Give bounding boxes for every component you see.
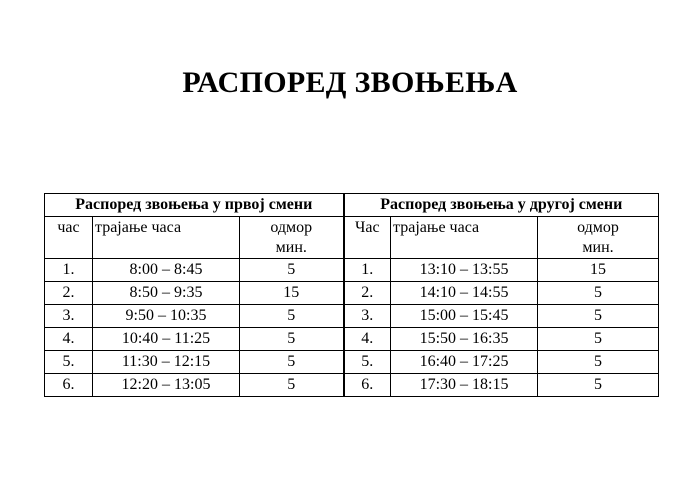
second-shift-hour: 3.	[344, 305, 391, 328]
first-shift-break: 5	[240, 259, 344, 282]
second-shift-time: 15:50 – 16:35	[391, 328, 538, 351]
second-shift-break: 5	[538, 374, 659, 397]
column-header-row	[45, 217, 659, 259]
second-shift-time: 13:10 – 13:55	[391, 259, 538, 282]
first-shift-time: 11:30 – 12:15	[93, 351, 240, 374]
first-shift-hour-header: час	[45, 217, 93, 259]
second-shift-header: Распоред звоњења у другој смени	[344, 194, 659, 217]
first-shift-time: 12:20 – 13:05	[93, 374, 240, 397]
first-shift-break: 5	[240, 351, 344, 374]
second-shift-break: 5	[538, 305, 659, 328]
first-shift-duration-header: трајање часа	[93, 217, 240, 259]
second-shift-break-header	[538, 217, 659, 259]
second-shift-hour: 5.	[344, 351, 391, 374]
bell-schedule-table	[44, 193, 659, 397]
first-shift-time: 9:50 – 10:35	[93, 305, 240, 328]
first-shift-hour: 3.	[45, 305, 93, 328]
second-shift-time: 14:10 – 14:55	[391, 282, 538, 305]
first-shift-time: 8:00 – 8:45	[93, 259, 240, 282]
first-shift-hour: 4.	[45, 328, 93, 351]
second-shift-time: 17:30 – 18:15	[391, 374, 538, 397]
first-shift-time: 10:40 – 11:25	[93, 328, 240, 351]
first-shift-header: Распоред звоњења у првој смени	[45, 194, 344, 217]
first-shift-break: 5	[240, 305, 344, 328]
second-shift-break: 5	[538, 282, 659, 305]
table-row	[45, 259, 659, 282]
second-shift-break: 5	[538, 351, 659, 374]
page-title: РАСПОРЕД ЗВОЊЕЊА	[182, 66, 518, 99]
first-shift-break: 5	[240, 328, 344, 351]
break-header-line1: одмор	[577, 219, 619, 236]
break-header-line1: одмор	[270, 219, 313, 236]
table-row	[45, 351, 659, 374]
first-shift-hour: 1.	[45, 259, 93, 282]
first-shift-time: 8:50 – 9:35	[93, 282, 240, 305]
second-shift-time: 16:40 – 17:25	[391, 351, 538, 374]
break-header-line2: мин.	[582, 239, 614, 256]
second-shift-hour-header: Час	[344, 217, 391, 259]
first-shift-hour: 6.	[45, 374, 93, 397]
second-shift-hour: 6.	[344, 374, 391, 397]
table-row	[45, 305, 659, 328]
second-shift-hour: 4.	[344, 328, 391, 351]
first-shift-hour: 5.	[45, 351, 93, 374]
first-shift-break: 5	[240, 374, 344, 397]
first-shift-break-header	[240, 217, 344, 259]
second-shift-time: 15:00 – 15:45	[391, 305, 538, 328]
second-shift-duration-header: трајање часа	[391, 217, 538, 259]
table-row	[45, 328, 659, 351]
break-header-line2: мин.	[275, 239, 307, 256]
second-shift-hour: 1.	[344, 259, 391, 282]
first-shift-hour: 2.	[45, 282, 93, 305]
second-shift-break: 5	[538, 328, 659, 351]
second-shift-hour: 2.	[344, 282, 391, 305]
table-row	[45, 374, 659, 397]
first-shift-break: 15	[240, 282, 344, 305]
second-shift-break: 15	[538, 259, 659, 282]
shift-header-row	[45, 194, 659, 217]
table-row	[45, 282, 659, 305]
